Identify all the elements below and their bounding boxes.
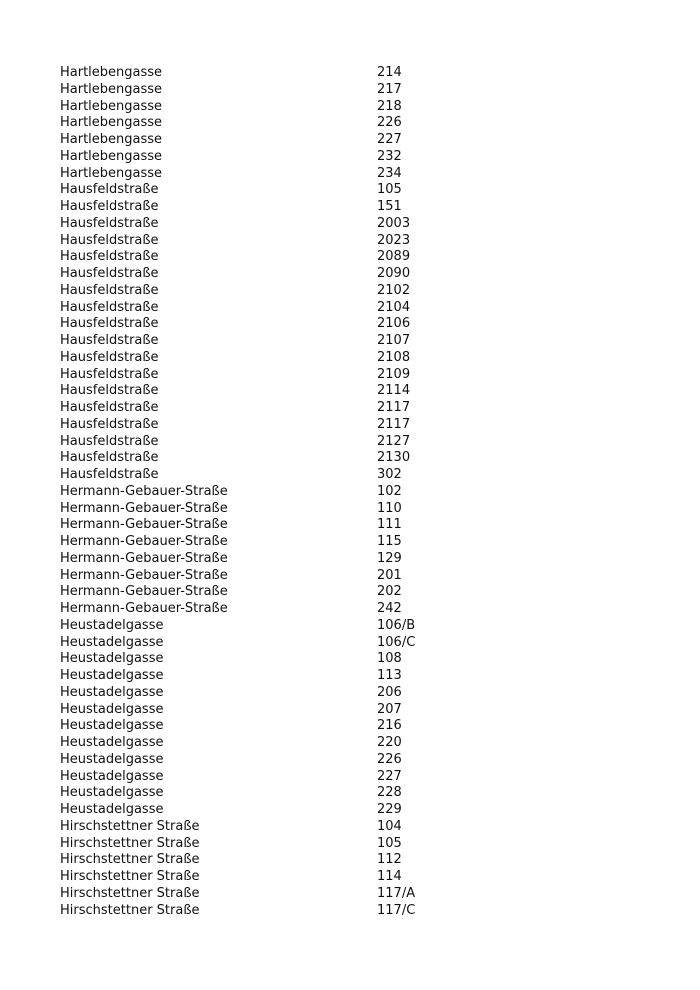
address-table (60, 65, 480, 919)
street-name-cell: Hartlebengasse (60, 98, 163, 114)
house-number-cell: 117/A (377, 885, 416, 901)
house-number-cell: 2117 (377, 400, 411, 415)
house-number-cell: 106/B (377, 617, 416, 633)
table-row (60, 484, 480, 501)
house-number-cell: 242 (377, 601, 402, 616)
house-number-cell: 104 (377, 818, 402, 834)
table-row (60, 132, 480, 149)
table-row (60, 400, 480, 417)
house-number-cell: 110 (377, 500, 402, 516)
street-name-cell: Hausfeldstraße (60, 232, 159, 248)
house-number-cell: 228 (377, 785, 402, 801)
house-number-cell: 2114 (377, 383, 411, 399)
table-row (60, 568, 480, 585)
street-name-cell: Hartlebengasse (60, 81, 163, 97)
table-row (60, 166, 480, 183)
table-row (60, 584, 480, 601)
table-row (60, 785, 480, 802)
table-row (60, 333, 480, 350)
street-name-cell: Heustadelgasse (60, 668, 164, 683)
house-number-cell: 2108 (377, 349, 411, 365)
table-row (60, 769, 480, 786)
house-number-cell: 2130 (377, 450, 411, 466)
street-name-cell: Hirschstettner Straße (60, 835, 200, 851)
street-name-cell: Hausfeldstraße (60, 249, 159, 265)
table-row (60, 383, 480, 400)
street-name-cell: Hermann-Gebauer-Straße (60, 517, 228, 533)
street-name-cell: Hausfeldstraße (60, 316, 159, 332)
table-row (60, 367, 480, 384)
house-number-cell: 2023 (377, 232, 411, 248)
table-row (60, 350, 480, 367)
street-name-cell: Hausfeldstraße (60, 182, 159, 198)
street-name-cell: Hausfeldstraße (60, 416, 159, 432)
street-name-cell: Hirschstettner Straße (60, 818, 200, 834)
street-name-cell: Heustadelgasse (60, 735, 164, 750)
table-row (60, 735, 480, 752)
house-number-cell: 302 (377, 467, 402, 482)
table-row (60, 450, 480, 467)
table-row (60, 852, 480, 869)
table-row (60, 869, 480, 886)
house-number-cell: 227 (377, 132, 402, 147)
street-name-cell: Hirschstettner Straße (60, 852, 200, 868)
street-name-cell: Hausfeldstraße (60, 282, 159, 298)
house-number-cell: 2117 (377, 416, 411, 432)
table-row (60, 551, 480, 568)
table-row (60, 886, 480, 903)
house-number-cell: 112 (377, 852, 402, 868)
house-number-cell: 111 (377, 517, 402, 533)
table-row (60, 65, 480, 82)
table-row (60, 316, 480, 333)
house-number-cell: 114 (377, 869, 402, 884)
house-number-cell: 226 (377, 115, 402, 131)
street-name-cell: Heustadelgasse (60, 617, 164, 633)
table-row (60, 702, 480, 719)
house-number-cell: 117/C (377, 902, 416, 918)
house-number-cell: 216 (377, 718, 402, 734)
street-name-cell: Hausfeldstraße (60, 199, 159, 214)
table-row (60, 601, 480, 618)
street-name-cell: Heustadelgasse (60, 651, 164, 667)
street-name-cell: Hartlebengasse (60, 148, 163, 164)
table-row (60, 802, 480, 819)
house-number-cell: 106/C (377, 634, 416, 650)
house-number-cell: 2089 (377, 249, 411, 265)
table-row (60, 182, 480, 199)
street-name-cell: Hirschstettner Straße (60, 869, 200, 884)
table-row (60, 836, 480, 853)
table-row (60, 467, 480, 484)
table-row (60, 517, 480, 534)
house-number-cell: 2102 (377, 282, 411, 298)
house-number-cell: 2109 (377, 366, 411, 382)
table-row (60, 417, 480, 434)
street-name-cell: Heustadelgasse (60, 751, 164, 767)
table-row (60, 618, 480, 635)
street-name-cell: Heustadelgasse (60, 718, 164, 734)
house-number-cell: 2090 (377, 266, 411, 281)
table-row (60, 651, 480, 668)
house-number-cell: 220 (377, 735, 402, 750)
street-name-cell: Heustadelgasse (60, 785, 164, 801)
house-number-cell: 206 (377, 684, 402, 700)
house-number-cell: 115 (377, 534, 402, 549)
street-name-cell: Hausfeldstraße (60, 266, 159, 281)
street-name-cell: Hartlebengasse (60, 115, 163, 131)
table-row (60, 819, 480, 836)
table-row (60, 752, 480, 769)
house-number-cell: 227 (377, 768, 402, 784)
house-number-cell: 202 (377, 584, 402, 600)
table-row (60, 434, 480, 451)
street-name-cell: Hausfeldstraße (60, 400, 159, 415)
street-name-cell: Hausfeldstraße (60, 333, 159, 348)
house-number-cell: 105 (377, 182, 402, 198)
street-name-cell: Hausfeldstraße (60, 349, 159, 365)
table-row (60, 99, 480, 116)
table-row (60, 668, 480, 685)
house-number-cell: 201 (377, 567, 402, 583)
table-row (60, 283, 480, 300)
table-row (60, 266, 480, 283)
street-name-cell: Heustadelgasse (60, 701, 164, 717)
street-name-cell: Hartlebengasse (60, 65, 163, 80)
house-number-cell: 226 (377, 751, 402, 767)
house-number-cell: 2104 (377, 299, 411, 315)
table-row (60, 534, 480, 551)
house-number-cell: 102 (377, 483, 402, 499)
house-number-cell: 151 (377, 199, 402, 214)
table-row (60, 82, 480, 99)
house-number-cell: 207 (377, 701, 402, 717)
street-name-cell: Hirschstettner Straße (60, 902, 200, 918)
street-name-cell: Hartlebengasse (60, 132, 163, 147)
street-name-cell: Heustadelgasse (60, 634, 164, 650)
table-row (60, 199, 480, 216)
table-row (60, 233, 480, 250)
street-name-cell: Heustadelgasse (60, 684, 164, 700)
table-row (60, 249, 480, 266)
street-name-cell: Hausfeldstraße (60, 215, 159, 231)
house-number-cell: 108 (377, 651, 402, 667)
street-name-cell: Hausfeldstraße (60, 299, 159, 315)
table-row (60, 300, 480, 317)
table-row (60, 149, 480, 166)
street-name-cell: Hermann-Gebauer-Straße (60, 567, 228, 583)
street-name-cell: Hermann-Gebauer-Straße (60, 500, 228, 516)
house-number-cell: 229 (377, 802, 402, 817)
street-name-cell: Hausfeldstraße (60, 433, 159, 449)
house-number-cell: 113 (377, 668, 402, 683)
house-number-cell: 129 (377, 550, 402, 566)
table-row (60, 501, 480, 518)
table-row (60, 903, 480, 920)
table-row (60, 216, 480, 233)
house-number-cell: 234 (377, 165, 402, 181)
house-number-cell: 105 (377, 835, 402, 851)
house-number-cell: 217 (377, 81, 402, 97)
street-name-cell: Hirschstettner Straße (60, 885, 200, 901)
street-name-cell: Hartlebengasse (60, 165, 163, 181)
house-number-cell: 2127 (377, 433, 411, 449)
street-name-cell: Hermann-Gebauer-Straße (60, 550, 228, 566)
street-name-cell: Hermann-Gebauer-Straße (60, 534, 228, 549)
street-name-cell: Heustadelgasse (60, 768, 164, 784)
table-row (60, 115, 480, 132)
house-number-cell: 232 (377, 148, 402, 164)
house-number-cell: 2107 (377, 333, 411, 348)
street-name-cell: Hermann-Gebauer-Straße (60, 601, 228, 616)
street-name-cell: Hausfeldstraße (60, 450, 159, 466)
house-number-cell: 214 (377, 65, 402, 80)
street-name-cell: Hermann-Gebauer-Straße (60, 584, 228, 600)
table-row (60, 718, 480, 735)
street-name-cell: Heustadelgasse (60, 802, 164, 817)
table-row (60, 685, 480, 702)
street-name-cell: Hausfeldstraße (60, 366, 159, 382)
table-row (60, 635, 480, 652)
street-name-cell: Hausfeldstraße (60, 383, 159, 399)
street-name-cell: Hausfeldstraße (60, 467, 159, 482)
house-number-cell: 2003 (377, 215, 411, 231)
house-number-cell: 2106 (377, 316, 411, 332)
street-name-cell: Hermann-Gebauer-Straße (60, 483, 228, 499)
house-number-cell: 218 (377, 98, 402, 114)
